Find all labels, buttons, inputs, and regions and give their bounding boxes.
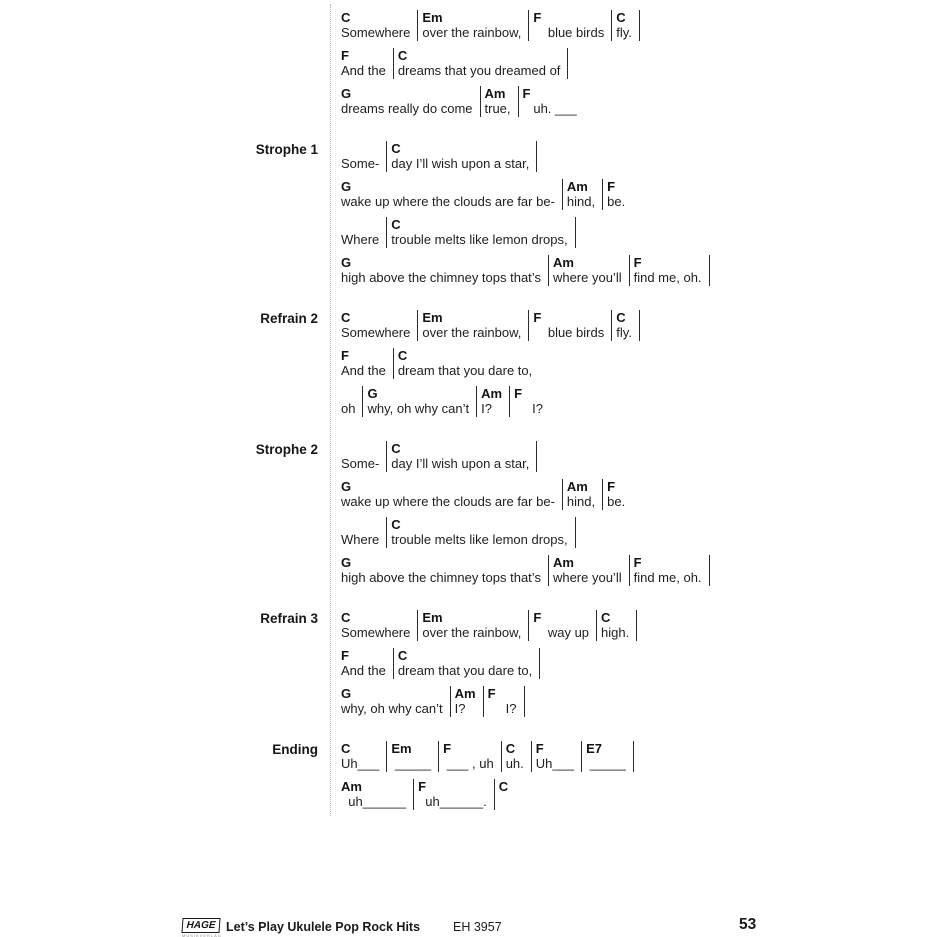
end-barline bbox=[567, 48, 568, 79]
lyric-text: why, oh why can’t bbox=[367, 401, 470, 416]
measure bbox=[341, 479, 562, 510]
measure bbox=[393, 648, 539, 679]
measure bbox=[581, 741, 633, 772]
chord-symbol: F bbox=[607, 179, 616, 194]
measure bbox=[386, 741, 438, 772]
music-line bbox=[341, 255, 710, 286]
music-line bbox=[341, 441, 710, 472]
end-barline bbox=[639, 10, 640, 41]
song-section bbox=[0, 10, 937, 124]
section-body bbox=[341, 310, 640, 424]
measure bbox=[480, 86, 518, 117]
measure bbox=[562, 479, 602, 510]
chord-symbol: Am bbox=[484, 86, 506, 101]
lyric-text: uh. bbox=[505, 756, 524, 771]
measure bbox=[386, 517, 574, 548]
chord-symbol: C bbox=[397, 348, 408, 363]
measure bbox=[341, 441, 386, 472]
lyric-text: And the bbox=[341, 363, 386, 378]
section-label: Strophe 1 bbox=[255, 142, 318, 157]
lyric-text: wake up where the clouds are far be- bbox=[341, 494, 555, 509]
page-number: 53 bbox=[739, 916, 757, 933]
measure bbox=[548, 555, 629, 586]
measure bbox=[450, 686, 483, 717]
lyric-text: Some- bbox=[341, 456, 380, 471]
chord-symbol: C bbox=[341, 741, 351, 756]
lyric-text: day I’ll wish upon a star, bbox=[391, 156, 530, 171]
music-line bbox=[341, 86, 640, 117]
lyric-text: _____ bbox=[391, 756, 432, 771]
chord-symbol: F bbox=[443, 741, 452, 756]
music-line bbox=[341, 348, 640, 379]
chord-symbol: Em bbox=[422, 10, 443, 25]
lyric-text: dreams that you dreamed of bbox=[397, 63, 561, 78]
chord-symbol: G bbox=[341, 686, 352, 701]
measure bbox=[548, 255, 629, 286]
section-label: Refrain 2 bbox=[260, 311, 318, 326]
music-line bbox=[341, 517, 710, 548]
lyric-text: uh______ bbox=[341, 794, 407, 809]
measure bbox=[341, 348, 393, 379]
section-body bbox=[341, 610, 637, 724]
measure bbox=[413, 779, 494, 810]
measure bbox=[341, 86, 480, 117]
chord-symbol: F bbox=[633, 255, 642, 270]
chord-symbol: C bbox=[391, 141, 401, 156]
song-section bbox=[0, 741, 937, 817]
lyric-text: hind, bbox=[566, 194, 596, 209]
lyric-text: oh bbox=[341, 401, 356, 416]
chord-symbol bbox=[341, 441, 379, 456]
music-line bbox=[341, 648, 637, 679]
chord-symbol: C bbox=[616, 310, 626, 325]
chord-symbol: F bbox=[535, 741, 544, 756]
music-line bbox=[341, 310, 640, 341]
chord-symbol: Am bbox=[454, 686, 476, 701]
lyric-text: way up bbox=[533, 625, 590, 640]
measure bbox=[341, 310, 417, 341]
chord-symbol: Am bbox=[566, 179, 588, 194]
measure bbox=[509, 386, 550, 417]
chord-symbol: C bbox=[391, 217, 401, 232]
chord-symbol bbox=[341, 517, 379, 532]
music-line bbox=[341, 686, 637, 717]
section-label: Strophe 2 bbox=[255, 442, 318, 457]
lyric-text: Somewhere bbox=[341, 325, 411, 340]
chord-symbol: C bbox=[341, 10, 351, 25]
end-barline bbox=[536, 441, 537, 472]
chord-symbol: Em bbox=[391, 741, 412, 756]
measure bbox=[476, 386, 509, 417]
music-line bbox=[341, 48, 640, 79]
section-body bbox=[341, 141, 710, 293]
chord-symbol: C bbox=[391, 517, 401, 532]
lyric-text: And the bbox=[341, 663, 386, 678]
measure bbox=[602, 479, 632, 510]
section-label: Ending bbox=[272, 742, 318, 757]
music-line bbox=[341, 10, 640, 41]
lyric-text: be. bbox=[607, 194, 626, 209]
music-line bbox=[341, 741, 634, 772]
chord-symbol: F bbox=[487, 686, 496, 701]
chord-symbol: G bbox=[341, 555, 352, 570]
measure bbox=[494, 779, 515, 810]
lyric-text: Somewhere bbox=[341, 25, 411, 40]
chord-symbol: G bbox=[367, 386, 378, 401]
song-section bbox=[0, 441, 937, 593]
measure bbox=[562, 179, 602, 210]
music-line bbox=[341, 479, 710, 510]
lyric-text: Uh___ bbox=[535, 756, 575, 771]
lyric-text: _____ bbox=[586, 756, 626, 771]
measure bbox=[417, 610, 528, 641]
section-body bbox=[341, 441, 710, 593]
measure bbox=[341, 217, 386, 248]
measure bbox=[341, 179, 562, 210]
end-barline bbox=[709, 255, 710, 286]
chord-symbol: F bbox=[533, 310, 542, 325]
lyric-text: high above the chimney tops that’s bbox=[341, 270, 541, 285]
music-line bbox=[341, 217, 710, 248]
measure bbox=[341, 741, 386, 772]
chord-symbol: Am bbox=[481, 386, 503, 401]
chord-symbol: C bbox=[397, 648, 408, 663]
publisher-logo bbox=[182, 918, 220, 937]
chord-symbol: C bbox=[601, 610, 611, 625]
chord-symbol: Am bbox=[341, 779, 362, 794]
measure bbox=[438, 741, 501, 772]
song-section bbox=[0, 141, 937, 293]
lyric-text: true, bbox=[484, 101, 511, 116]
lyric-text: where you’ll bbox=[552, 270, 622, 285]
measure bbox=[341, 517, 386, 548]
music-line bbox=[341, 386, 640, 417]
end-barline bbox=[575, 517, 576, 548]
section-label: Refrain 3 bbox=[260, 611, 318, 626]
chord-symbol: G bbox=[341, 255, 352, 270]
end-barline bbox=[524, 686, 525, 717]
lyric-text: fly. bbox=[616, 325, 632, 340]
measure bbox=[341, 141, 386, 172]
chord-symbol: C bbox=[391, 441, 401, 456]
chord-symbol: G bbox=[341, 179, 352, 194]
measure bbox=[341, 610, 417, 641]
chord-symbol: Am bbox=[552, 255, 574, 270]
measure bbox=[341, 555, 548, 586]
lyric-text: over the rainbow, bbox=[422, 25, 522, 40]
music-line bbox=[341, 610, 637, 641]
measure bbox=[393, 48, 568, 79]
lyric-text: where you’ll bbox=[552, 570, 622, 585]
chord-symbol: F bbox=[514, 386, 523, 401]
measure bbox=[341, 779, 413, 810]
measure bbox=[528, 310, 611, 341]
lyric-text: why, oh why can’t bbox=[341, 701, 443, 716]
lyric-text: I? bbox=[514, 401, 543, 416]
measure bbox=[386, 441, 536, 472]
chord-symbol: C bbox=[616, 10, 626, 25]
measure bbox=[362, 386, 476, 417]
chord-symbol: C bbox=[341, 610, 351, 625]
lyric-text: blue birds bbox=[533, 325, 605, 340]
section-body bbox=[341, 10, 640, 124]
chord-symbol: Am bbox=[552, 555, 574, 570]
lyric-text: dreams really do come bbox=[341, 101, 473, 116]
chord-symbol: Em bbox=[422, 610, 443, 625]
chord-symbol: G bbox=[341, 479, 352, 494]
lyric-text: blue birds bbox=[533, 25, 605, 40]
lyric-text: wake up where the clouds are far be- bbox=[341, 194, 555, 209]
chord-symbol: F bbox=[533, 610, 542, 625]
lyric-text: over the rainbow, bbox=[422, 625, 522, 640]
lyric-text: dream that you dare to, bbox=[397, 663, 533, 678]
measure bbox=[417, 10, 528, 41]
lyric-text: And the bbox=[341, 63, 386, 78]
measure bbox=[629, 255, 709, 286]
chord-symbol: F bbox=[633, 555, 642, 570]
end-barline bbox=[639, 310, 640, 341]
lyric-text: Where bbox=[341, 532, 380, 547]
chord-symbol: F bbox=[418, 779, 427, 794]
lyric-text: find me, oh. bbox=[633, 570, 702, 585]
lyric-text: uh. ___ bbox=[522, 101, 577, 116]
publisher-logo-subtext: MUSIKVERLAG bbox=[182, 933, 222, 937]
measure bbox=[602, 179, 632, 210]
measure bbox=[611, 310, 639, 341]
lyric-text: over the rainbow, bbox=[422, 325, 522, 340]
measure bbox=[341, 686, 450, 717]
measure bbox=[341, 48, 393, 79]
lyric-text: day I’ll wish upon a star, bbox=[391, 456, 530, 471]
measure bbox=[341, 386, 362, 417]
chord-symbol bbox=[341, 141, 379, 156]
measure bbox=[386, 141, 536, 172]
measure bbox=[341, 648, 393, 679]
chord-symbol: Em bbox=[422, 310, 443, 325]
chord-symbol: Am bbox=[566, 479, 588, 494]
end-barline bbox=[636, 610, 637, 641]
lyric-text: find me, oh. bbox=[633, 270, 702, 285]
lyric-text: uh______. bbox=[418, 794, 487, 809]
chord-symbol: C bbox=[341, 310, 351, 325]
lyric-text bbox=[499, 794, 508, 810]
measure bbox=[611, 10, 639, 41]
lyric-text: hind, bbox=[566, 494, 596, 509]
lyric-text: Where bbox=[341, 232, 380, 247]
lyric-text: trouble melts like lemon drops, bbox=[391, 532, 568, 547]
section-body bbox=[341, 741, 634, 817]
lyric-text: Somewhere bbox=[341, 625, 411, 640]
lyric-text: I? bbox=[481, 401, 492, 416]
music-line bbox=[341, 179, 710, 210]
measure bbox=[629, 555, 709, 586]
song-section bbox=[0, 610, 937, 724]
measure bbox=[341, 255, 548, 286]
chord-symbol: F bbox=[341, 48, 349, 63]
lyric-text: I? bbox=[454, 701, 466, 716]
measure bbox=[341, 10, 417, 41]
song-section bbox=[0, 310, 937, 424]
music-line bbox=[341, 141, 710, 172]
measure bbox=[393, 348, 539, 379]
chord-symbol: F bbox=[341, 648, 349, 663]
lyric-text: fly. bbox=[616, 25, 632, 40]
music-line bbox=[341, 555, 710, 586]
measure bbox=[518, 86, 584, 117]
section-label bbox=[0, 10, 318, 124]
publisher-logo-text: HAGE bbox=[181, 918, 220, 933]
lyric-text: high above the chimney tops that’s bbox=[341, 570, 541, 585]
chord-symbol: C bbox=[397, 48, 408, 63]
chord-symbol: C bbox=[498, 779, 509, 794]
song bbox=[0, 10, 937, 834]
end-barline bbox=[539, 648, 540, 679]
lyric-text: trouble melts like lemon drops, bbox=[391, 232, 568, 247]
chord-symbol: F bbox=[341, 348, 349, 363]
chord-symbol: F bbox=[533, 10, 542, 25]
measure bbox=[528, 610, 596, 641]
measure bbox=[386, 217, 574, 248]
chord-symbol: F bbox=[607, 479, 616, 494]
music-line bbox=[341, 779, 634, 810]
end-barline bbox=[709, 555, 710, 586]
end-barline bbox=[536, 141, 537, 172]
chord-symbol: F bbox=[522, 86, 531, 101]
lyric-text: high. bbox=[601, 625, 630, 640]
measure bbox=[501, 741, 531, 772]
chord-symbol bbox=[341, 386, 355, 401]
lyric-text: I? bbox=[487, 701, 517, 716]
edition-number: EH 3957 bbox=[453, 920, 502, 934]
chord-symbol: E7 bbox=[586, 741, 602, 756]
measure bbox=[596, 610, 636, 641]
measure bbox=[531, 741, 581, 772]
chord-symbol: G bbox=[341, 86, 352, 101]
lyric-text: dream that you dare to, bbox=[397, 363, 533, 378]
chord-symbol: C bbox=[505, 741, 516, 756]
lyric-text: Uh___ bbox=[341, 756, 380, 771]
measure bbox=[483, 686, 524, 717]
chord-symbol bbox=[341, 217, 379, 232]
lyric-text: be. bbox=[607, 494, 626, 509]
series-title: Let’s Play Ukulele Pop Rock Hits bbox=[226, 920, 421, 934]
measure bbox=[417, 310, 528, 341]
end-barline bbox=[575, 217, 576, 248]
lyric-text: ___ , uh bbox=[443, 756, 494, 771]
end-barline bbox=[633, 741, 634, 772]
measure bbox=[528, 10, 611, 41]
lyric-text: Some- bbox=[341, 156, 380, 171]
